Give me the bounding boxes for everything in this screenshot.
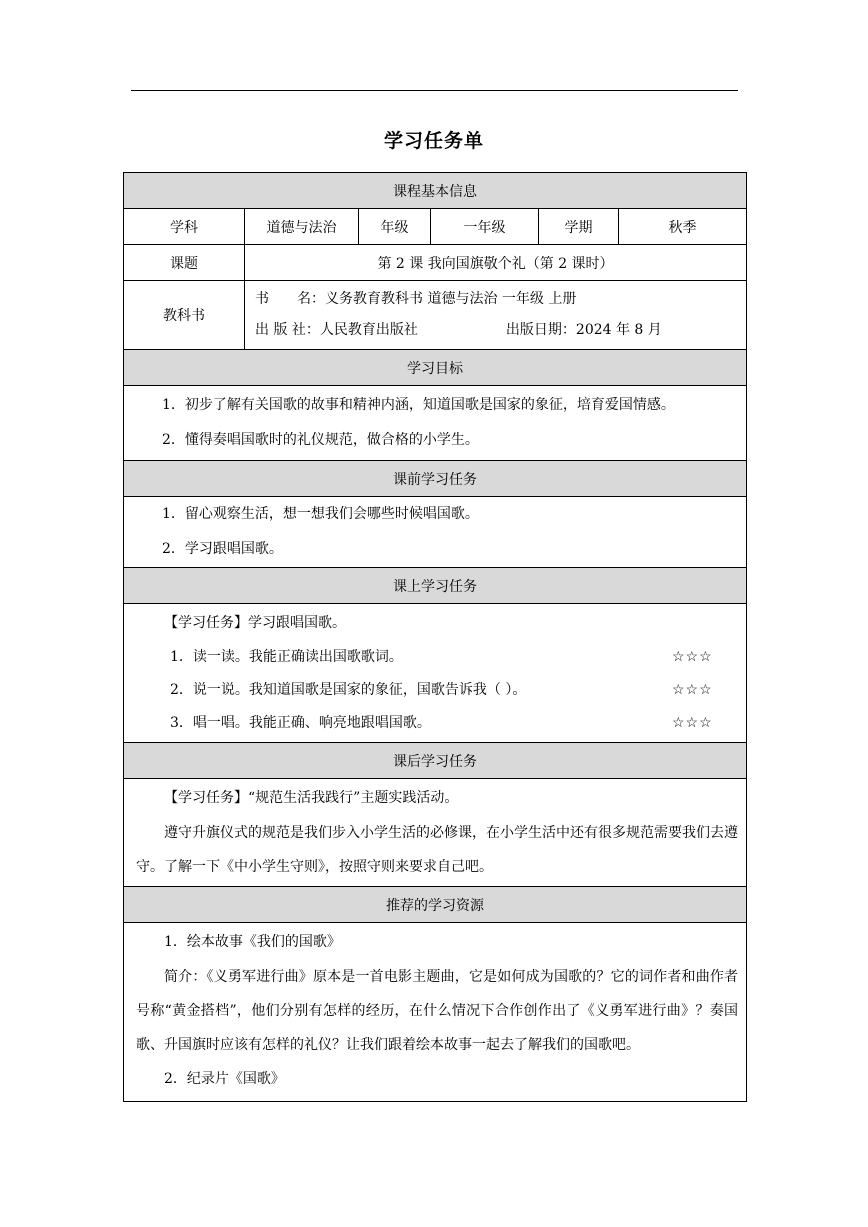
book-name-label: 书	[255, 291, 269, 307]
objective-item: 1．初步了解有关国歌的故事和精神内涵，知道国歌是国家的象征，培育爱国情感。	[162, 397, 675, 413]
term-value: 秋季	[619, 209, 747, 245]
publisher-value: 人民教育出版社	[319, 322, 418, 338]
in-class-intro: 【学习任务】学习跟唱国歌。	[164, 615, 346, 631]
in-class-task	[136, 641, 736, 674]
pre-class-item: 2．学习跟唱国歌。	[162, 541, 283, 557]
task-table	[123, 172, 747, 1102]
pub-date-label: 出版日期：	[505, 322, 576, 338]
topic-value: 第 2 课 我向国旗敬个礼（第 2 课时）	[245, 245, 747, 281]
section-in-class: 课上学习任务	[124, 568, 747, 604]
book-name-line	[245, 284, 746, 315]
grade-value: 一年级	[431, 209, 539, 245]
textbook-label: 教科书	[124, 281, 245, 350]
pre-class-body	[124, 497, 747, 568]
task-text: 2．说一说。我知道国歌是国家的象征，国歌告诉我（ ）。	[170, 682, 527, 698]
resource-item: 2．纪录片《国歌》	[164, 1071, 285, 1087]
resource-item: 1．绘本故事《我们的国歌》	[164, 934, 341, 950]
after-class-intro: 【学习任务】“规范生活我践行”主题实践活动。	[164, 790, 459, 806]
section-resources: 推荐的学习资源	[124, 887, 747, 923]
star-rating[interactable]: ☆☆☆	[672, 682, 713, 698]
publisher-label: 出 版 社：	[255, 322, 320, 338]
term-label: 学期	[539, 209, 619, 245]
in-class-task	[136, 674, 736, 707]
resource-description: 简介：《义勇军进行曲》原本是一首电影主题曲，它是如何成为国歌的？它的词作者和曲作者号称“黄金搭档”，他们分别有怎样的经历，在什么情况下合作创作出了《义勇军进行曲》？奏国歌、升国旗时应该有怎样的礼仪？让我们跟着绘本故事一起去了解我们的国歌吧。	[136, 969, 739, 1053]
section-objectives: 学习目标	[124, 350, 747, 386]
book-name-value: 义务教育教科书 道德与法治 一年级 上册	[325, 291, 577, 307]
after-class-body	[124, 779, 747, 887]
resources-body	[124, 923, 747, 1102]
pre-class-item: 1．留心观察生活，想一想我们会哪些时候唱国歌。	[162, 506, 479, 522]
objective-item: 2．懂得奏唱国歌时的礼仪规范，做合格的小学生。	[162, 432, 479, 448]
section-after-class: 课后学习任务	[124, 743, 747, 779]
task-text: 1．读一读。我能正确读出国歌歌词。	[170, 649, 403, 665]
star-rating[interactable]: ☆☆☆	[672, 715, 713, 731]
subject-value: 道德与法治	[245, 209, 359, 245]
header-rule	[131, 90, 738, 91]
pub-date-value: 2024 年 8 月	[575, 322, 662, 338]
textbook-info	[245, 281, 747, 350]
topic-label: 课题	[124, 245, 245, 281]
subject-label: 学科	[124, 209, 245, 245]
document-title: 学习任务单	[383, 130, 484, 152]
section-pre-class: 课前学习任务	[124, 461, 747, 497]
in-class-task	[136, 707, 736, 740]
section-basic-info: 课程基本信息	[124, 173, 747, 209]
star-rating[interactable]: ☆☆☆	[672, 649, 713, 665]
grade-label: 年级	[359, 209, 431, 245]
in-class-body	[124, 604, 747, 743]
book-name-label-tail: 名：	[297, 291, 325, 307]
after-class-paragraph: 遵守升旗仪式的规范是我们步入小学生活的必修课，在小学生活中还有很多规范需要我们去遵守。了解一下《中小学生守则》，按照守则来要求自己吧。	[136, 825, 739, 875]
task-text: 3．唱一唱。我能正确、响亮地跟唱国歌。	[170, 715, 431, 731]
objectives-body	[124, 386, 747, 461]
publisher-line	[245, 315, 746, 346]
